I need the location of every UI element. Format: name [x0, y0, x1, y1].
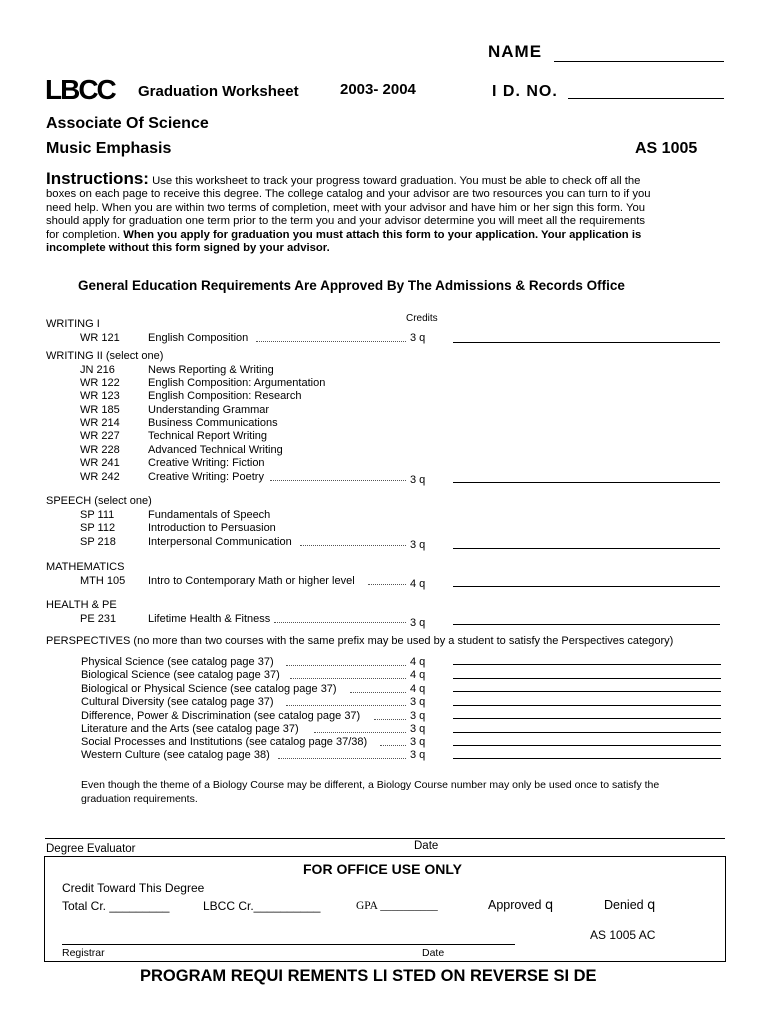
instructions-text: Use this worksheet to track your progress toward graduation. You must be able to check off all the — [152, 175, 641, 187]
denied-checkbox-icon[interactable]: q — [647, 898, 656, 913]
course-title: English Composition — [148, 332, 249, 344]
course-title: English Composition: Argumentation — [148, 377, 326, 389]
instructions-bold-text: incomplete without this form signed by your advisor. — [46, 242, 330, 255]
approved-checkbox-icon[interactable]: q — [545, 898, 554, 913]
biology-note: Even though the theme of a Biology Course may be different, a Biology Course number may only be used once to satisfy the — [81, 779, 660, 791]
id-field[interactable] — [568, 98, 724, 99]
instructions-heading: Instructions: — [46, 169, 149, 188]
evaluator-date-label: Date — [414, 840, 439, 852]
course-credits: 3 q — [410, 332, 426, 344]
credit-toward-label: Credit Toward This Degree — [62, 881, 205, 895]
leader-dots — [286, 705, 406, 706]
leader-dots — [350, 692, 406, 693]
denied-label: Denied — [604, 898, 644, 912]
perspective-signoff-line[interactable] — [453, 718, 721, 719]
perspective-item: Physical Science (see catalog page 37) — [81, 656, 274, 668]
course-credits: 4 q — [410, 683, 426, 695]
leader-dots — [278, 758, 406, 759]
degree-evaluator-label: Degree Evaluator — [46, 843, 136, 855]
perspective-item: Cultural Diversity (see catalog page 37) — [81, 696, 274, 708]
course-title: Creative Writing: Fiction — [148, 457, 265, 469]
course-credits: 3 q — [410, 749, 426, 761]
office-use-heading: FOR OFFICE USE ONLY — [303, 861, 462, 877]
perspective-item: Social Processes and Institutions (see catalog page 37/38) — [81, 736, 368, 748]
name-label: NAME — [488, 42, 543, 61]
course-title: Intro to Contemporary Math or higher level — [148, 575, 355, 587]
course-credits: 3 q — [410, 539, 426, 551]
course-code: SP 112 — [80, 522, 116, 534]
perspective-item: Literature and the Arts (see catalog page 37) — [81, 723, 299, 735]
course-credits: 4 q — [410, 669, 426, 681]
course-title: English Composition: Research — [148, 390, 302, 402]
leader-dots — [290, 678, 406, 679]
perspective-item: Difference, Power & Discrimination (see catalog page 37) — [81, 710, 361, 722]
perspective-signoff-line[interactable] — [453, 664, 721, 665]
course-credits: 3 q — [410, 736, 426, 748]
leader-dots — [300, 545, 406, 546]
course-code: WR 241 — [80, 457, 120, 469]
lbcc-logo: LBCC — [45, 74, 115, 105]
course-code: JN 216 — [80, 364, 115, 376]
course-code: WR 228 — [80, 444, 120, 456]
course-credits: 3 q — [410, 617, 426, 629]
name-field[interactable] — [554, 61, 724, 62]
writing2-heading: WRITING II (select one) — [46, 350, 164, 362]
writing1-signoff-line[interactable] — [453, 342, 720, 343]
leader-dots — [270, 480, 406, 481]
leader-dots — [368, 584, 406, 585]
ge-heading: General Education Requirements Are Approved By The Admissions & Records Office — [78, 278, 625, 293]
course-title: Fundamentals of Speech — [148, 509, 271, 521]
writing1-heading: WRITING I — [46, 318, 100, 330]
course-title: Creative Writing: Poetry — [148, 471, 264, 483]
worksheet-year: 2003- 2004 — [340, 81, 416, 98]
perspective-signoff-line[interactable] — [453, 678, 721, 679]
emphasis-title: Music Emphasis — [46, 140, 172, 157]
denied-option[interactable] — [604, 898, 655, 913]
reverse-side-footer: PROGRAM REQUI REMENTS LI STED ON REVERSE SI DE — [140, 967, 597, 985]
course-code: WR 242 — [80, 471, 120, 483]
perspectives-heading: PERSPECTIVES (no more than two courses with the same prefix may be used by a student to satisfy the Perspectives category) — [46, 635, 674, 647]
math-signoff-line[interactable] — [453, 586, 720, 587]
perspective-signoff-line[interactable] — [453, 691, 721, 692]
course-title: Lifetime Health & Fitness — [148, 613, 271, 625]
instructions-text: for completion. — [46, 228, 121, 241]
instructions-bold-text: When you apply for graduation you must attach this form to your application. Your application is — [123, 228, 642, 241]
registrar-label: Registrar — [62, 947, 105, 959]
course-code: WR 122 — [80, 377, 120, 389]
registrar-date-label: Date — [422, 947, 445, 959]
math-heading: MATHEMATICS — [46, 561, 125, 573]
leader-dots — [314, 732, 406, 733]
evaluator-signature-line[interactable] — [45, 838, 725, 839]
course-title: Understanding Grammar — [148, 404, 270, 416]
worksheet-title: Graduation Worksheet — [138, 83, 299, 100]
instructions-text: boxes on each page to receive this degree. The college catalog and your advisor are two resources you can turn to if you — [46, 188, 651, 201]
course-code: SP 111 — [80, 509, 115, 521]
leader-dots — [374, 719, 406, 720]
course-title: News Reporting & Writing — [148, 364, 274, 376]
course-code: MTH 105 — [80, 575, 126, 587]
id-label: I D. NO. — [492, 83, 558, 100]
course-credits: 4 q — [410, 578, 426, 590]
course-credits: 3 q — [410, 723, 426, 735]
program-code: AS 1005 — [635, 140, 698, 157]
course-title: Technical Report Writing — [148, 430, 268, 442]
perspective-item: Western Culture (see catalog page 38) — [81, 749, 270, 761]
course-title: Advanced Technical Writing — [148, 444, 283, 456]
writing2-signoff-line[interactable] — [453, 482, 720, 483]
course-code: WR 185 — [80, 404, 120, 416]
degree-title: Associate Of Science — [46, 115, 209, 132]
speech-heading: SPEECH (select one) — [46, 495, 152, 507]
course-credits: 4 q — [410, 656, 426, 668]
course-title: Introduction to Persuasion — [148, 522, 276, 534]
health-signoff-line[interactable] — [453, 624, 720, 625]
course-credits: 3 q — [410, 710, 426, 722]
perspective-signoff-line[interactable] — [453, 705, 721, 706]
course-code: SP 218 — [80, 536, 116, 548]
course-code: WR 121 — [80, 332, 120, 344]
office-form-code: AS 1005 AC — [590, 928, 656, 942]
course-code: PE 231 — [80, 613, 117, 625]
approved-label: Approved — [488, 898, 542, 912]
instructions-text: need help. When you are within two terms of completion, meet with your advisor and have him or her sign this form. You — [46, 201, 646, 214]
perspective-item: Biological or Physical Science (see catalog page 37) — [81, 683, 337, 695]
leader-dots — [256, 341, 406, 342]
credits-label: Credits — [406, 313, 438, 324]
course-code: WR 214 — [80, 417, 120, 429]
leader-dots — [274, 622, 406, 623]
course-title: Interpersonal Communication — [148, 536, 292, 548]
leader-dots — [286, 665, 406, 666]
approved-option[interactable] — [488, 898, 553, 913]
perspective-item: Biological Science (see catalog page 37) — [81, 669, 280, 681]
perspective-signoff-line[interactable] — [453, 758, 721, 759]
instructions-block — [46, 169, 736, 255]
lbcc-credits-field[interactable]: LBCC Cr.__________ — [203, 899, 321, 913]
perspective-signoff-line[interactable] — [453, 732, 721, 733]
course-credits: 3 q — [410, 474, 426, 486]
biology-note: graduation requirements. — [81, 793, 198, 805]
leader-dots — [380, 745, 406, 746]
course-code: WR 227 — [80, 430, 120, 442]
total-credits-field[interactable]: Total Cr. _________ — [62, 899, 170, 913]
perspective-signoff-line[interactable] — [453, 745, 721, 746]
gpa-field[interactable]: GPA __________ — [356, 900, 438, 912]
instructions-text: should apply for graduation one term prior to the term you and your advisor determine you will meet all the requirements — [46, 215, 646, 228]
health-heading: HEALTH & PE — [46, 599, 117, 611]
course-credits: 3 q — [410, 696, 426, 708]
registrar-signature-line[interactable] — [62, 944, 515, 945]
course-title: Business Communications — [148, 417, 278, 429]
course-code: WR 123 — [80, 390, 120, 402]
speech-signoff-line[interactable] — [453, 548, 720, 549]
